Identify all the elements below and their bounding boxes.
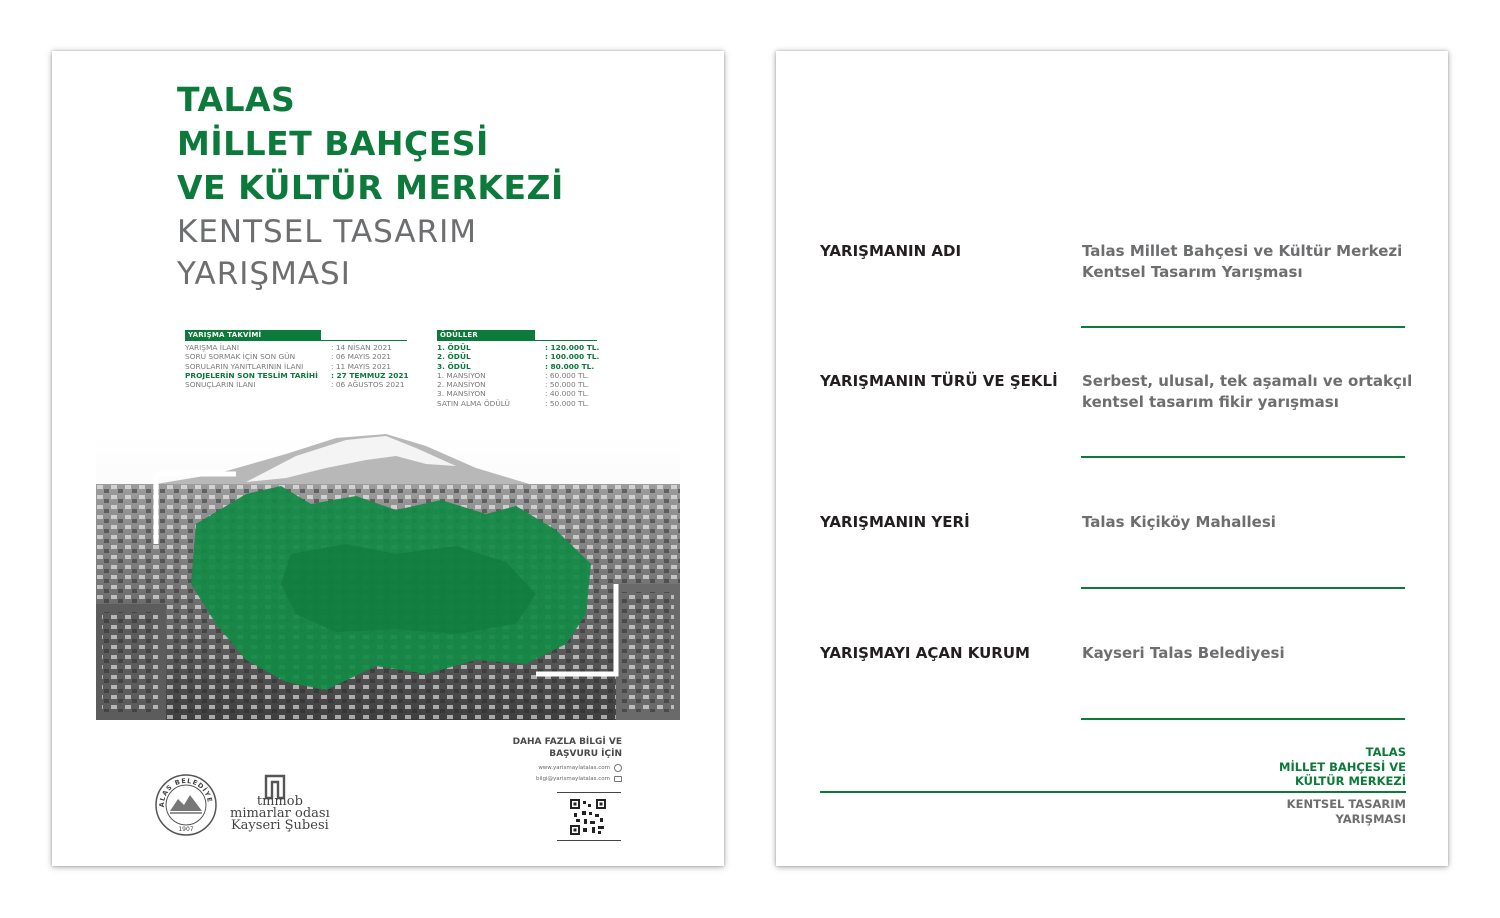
footer-subtitle-line-1: KENTSEL TASARIM [1286,797,1406,811]
poster-subtitle-line-2: YARIŞMASI [177,256,351,292]
competition-schedule [185,330,407,389]
table-row [185,362,407,371]
poster-title-line-2: MİLLET BAHÇESİ [177,124,489,163]
row-label: 2. MANSİYON [437,380,486,390]
row-value: : 50.000 TL. [545,380,590,390]
footer-title-line-3: KÜLTÜR MERKEZİ [1294,774,1406,788]
table-row [437,343,600,352]
site-aerial-photo [96,434,680,720]
row-label: SORULARIN YANITLARININ İLANI [185,361,304,371]
schedule-heading: YARIŞMA TAKVİMİ [185,330,321,340]
website-text[interactable]: www.yarismaylatalas.com [538,765,610,771]
field-label-type: YARIŞMANIN TÜRÜ VE ŞEKLİ [820,372,1058,390]
field-value-location: Talas Kiçiköy Mahallesi [1082,513,1276,531]
row-value: : 100.000 TL. [545,352,600,362]
row-label: SONUÇLARIN İLANI [185,380,256,390]
more-info-line-1: DAHA FAZLA BİLGİ VE [512,737,622,747]
table-row [437,380,597,389]
row-value: : 50.000 TL. [545,398,590,408]
row-value: : 27 TEMMUZ 2021 [331,370,409,380]
mail-icon [614,776,622,782]
footer-subtitle [1287,797,1406,826]
more-info-line-2: BAŞVURU İÇİN [549,749,622,759]
field-label-organizer: YARIŞMAYI AÇAN KURUM [820,644,1030,662]
table-row [437,362,597,371]
tmmob-line-3: Kayseri Şubesi [230,818,329,833]
table-row [437,399,597,408]
field-divider [1081,456,1405,458]
footer-subtitle-line-2: YARIŞMASI [1335,811,1406,826]
footer-divider [820,791,1406,793]
field-divider [1081,587,1405,589]
email-link[interactable] [536,776,622,782]
more-info-heading [513,736,622,760]
row-label: PROJELERİN SON TESLİM TARİHİ [185,370,318,380]
table-row [185,371,407,380]
row-value: : 80.000 TL. [545,361,595,371]
poster-title-line-1: TALAS [177,80,296,119]
municipality-logo-year: 1907 [178,826,194,833]
info-page [776,51,1448,866]
table-row [437,371,597,380]
row-label: SATIN ALMA ÖDÜLÜ [437,398,510,408]
tmmob-line-1: tmmob [256,794,303,809]
poster-page [52,51,724,866]
row-value: : 06 AĞUSTOS 2021 [331,380,405,390]
poster-title-line-3: VE KÜLTÜR MERKEZİ [177,168,564,207]
tmmob-logo-text [230,796,330,832]
row-value: : 14 NİSAN 2021 [331,343,392,352]
footer-title-line-1: TALAS [1365,745,1406,759]
row-label: 2. ÖDÜL [437,352,471,362]
row-value: : 11 MAYIS 2021 [331,361,391,371]
globe-icon [614,764,622,772]
qr-code[interactable] [570,799,606,835]
row-value: : 40.000 TL. [545,389,590,399]
website-link[interactable] [538,764,622,772]
municipality-logo-text: ALAS BELEDİYE [157,776,214,808]
email-text[interactable]: bilgi@yarismaylatalas.com [535,776,610,782]
row-value: : 120.000 TL. [545,343,600,352]
row-label: 3. ÖDÜL [437,361,471,371]
table-row [185,352,407,361]
field-value-organizer: Kayseri Talas Belediyesi [1082,644,1285,662]
field-divider [1081,718,1405,720]
row-label: 1. ÖDÜL [437,343,471,352]
talas-municipality-logo [154,773,218,837]
poster-subtitle-line-1: KENTSEL TASARIM [177,214,478,250]
awards-heading: ÖDÜLLER [437,330,535,340]
row-label: SORU SORMAK İÇİN SON GÜN [185,352,296,362]
row-value: : 06 MAYIS 2021 [331,352,391,362]
field-divider [1081,326,1405,328]
field-value-name: Talas Millet Bahçesi ve Kültür Merkezi Kentsel Tasarım Yarışması [1082,242,1403,281]
field-label-location: YARIŞMANIN YERİ [820,513,970,531]
awards-table [437,330,600,408]
row-label: YARIŞMA İLANI [185,343,240,352]
footer-title [1279,745,1406,789]
field-value-type: Serbest, ulusal, tek aşamalı ve ortakçıl kentsel tasarım fikir yarışması [1082,372,1413,411]
row-label: 3. MANSİYON [437,389,486,399]
tmmob-line-2: mimarlar odası [230,806,330,821]
table-row [185,343,407,352]
footer-title-line-2: MİLLET BAHÇESİ VE [1279,759,1406,774]
table-row [185,380,407,389]
row-value: : 60.000 TL. [545,370,590,380]
table-row [437,352,600,362]
table-row [437,389,597,398]
row-label: 1. MANSİYON [437,370,486,380]
field-label-name: YARIŞMANIN ADI [820,242,962,260]
